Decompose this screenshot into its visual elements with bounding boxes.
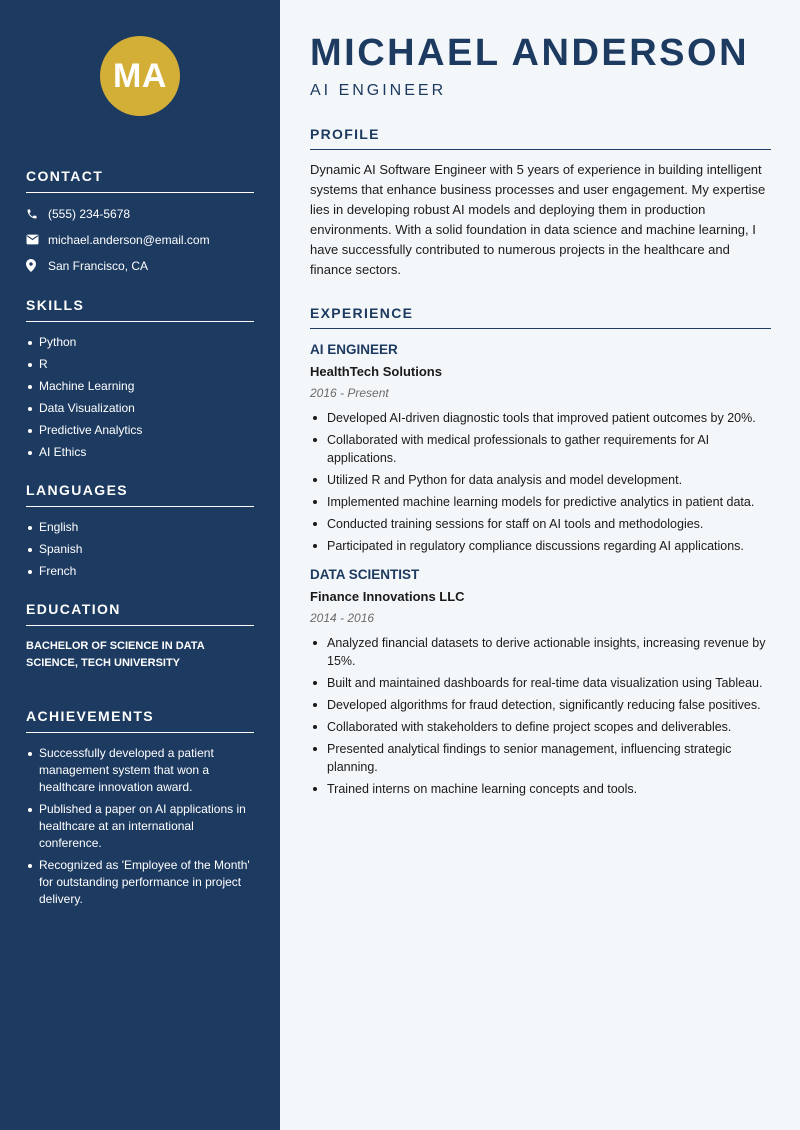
- skill-item: R: [26, 356, 254, 373]
- location-text: San Francisco, CA: [48, 258, 149, 273]
- job-bullet: Trained interns on machine learning concepts and tools.: [310, 780, 771, 798]
- achievements-list: [26, 745, 254, 908]
- sidebar: [0, 0, 280, 1130]
- skills-list: [26, 334, 254, 461]
- job-company: Finance Innovations LLC: [310, 589, 465, 604]
- contact-email: [26, 231, 254, 248]
- achievements-heading: ACHIEVEMENTS: [26, 708, 254, 733]
- job-entry: [310, 567, 771, 798]
- achievement-item: Published a paper on AI applications in healthcare at an international conference.: [26, 801, 254, 852]
- job-entry: [310, 342, 771, 555]
- skills-heading: SKILLS: [26, 297, 254, 322]
- profile-text: Dynamic AI Software Engineer with 5 years of experience in building intelligent systems that enhance business processes and user engagement. My expertise lies in developing robust AI models and deploying them in production environments. With a solid foundation in data science and machine learning, I have successfully contributed to numerous projects in the healthcare and finance sectors.: [310, 162, 766, 277]
- job-bullet: Conducted training sessions for staff on AI tools and methodologies.: [310, 515, 771, 533]
- achievements-section: [26, 708, 254, 908]
- job-bullet: Developed algorithms for fraud detection, significantly reducing false positives.: [310, 696, 771, 714]
- contact-section: [26, 168, 254, 274]
- job-bullet: Developed AI-driven diagnostic tools that improved patient outcomes by 20%.: [310, 409, 771, 427]
- achievement-item: Successfully developed a patient management system that won a healthcare innovation award.: [26, 745, 254, 796]
- job-bullet: Utilized R and Python for data analysis and model development.: [310, 471, 771, 489]
- job-company: HealthTech Solutions: [310, 364, 442, 379]
- job-bullet: Analyzed financial datasets to derive actionable insights, increasing revenue by 15%.: [310, 634, 771, 670]
- phone-text: (555) 234-5678: [48, 206, 131, 221]
- candidate-name: MICHAEL ANDERSON: [310, 32, 750, 74]
- job-bullet: Built and maintained dashboards for real-time data visualization using Tableau.: [310, 674, 771, 692]
- experience-heading: EXPERIENCE: [310, 305, 771, 329]
- profile-heading: PROFILE: [310, 126, 771, 150]
- job-dates: 2014 - 2016: [310, 611, 375, 625]
- contact-phone: [26, 205, 254, 222]
- profile-section: [310, 126, 771, 280]
- job-bullets: [310, 634, 771, 798]
- contact-location: [26, 257, 254, 274]
- achievement-item: Recognized as 'Employee of the Month' for outstanding performance in project delivery.: [26, 857, 254, 908]
- avatar: [100, 36, 180, 116]
- experience-section: [310, 305, 771, 798]
- job-bullet: Collaborated with medical professionals to gather requirements for AI applications.: [310, 431, 771, 467]
- languages-section: [26, 482, 254, 580]
- location-pin-icon: [26, 259, 48, 272]
- skill-item: Python: [26, 334, 254, 351]
- language-item: Spanish: [26, 541, 254, 558]
- education-heading: EDUCATION: [26, 601, 254, 626]
- main-content: [280, 0, 800, 1130]
- skills-section: [26, 297, 254, 461]
- languages-heading: LANGUAGES: [26, 482, 254, 507]
- job-title: AI ENGINEER: [310, 342, 398, 357]
- job-bullet: Presented analytical findings to senior management, influencing strategic planning.: [310, 740, 771, 776]
- education-degree: BACHELOR OF SCIENCE IN DATA SCIENCE, TECH UNIVERSITY: [26, 640, 205, 669]
- skill-item: Data Visualization: [26, 400, 254, 417]
- avatar-initials: MA: [113, 56, 167, 95]
- job-title: DATA SCIENTIST: [310, 567, 420, 582]
- skill-item: Predictive Analytics: [26, 422, 254, 439]
- job-bullet: Collaborated with stakeholders to define project scopes and deliverables.: [310, 718, 771, 736]
- job-bullet: Implemented machine learning models for predictive analytics in patient data.: [310, 493, 771, 511]
- phone-icon: [26, 208, 48, 220]
- language-item: English: [26, 519, 254, 536]
- job-bullets: [310, 409, 771, 555]
- skill-item: Machine Learning: [26, 378, 254, 395]
- job-bullet: Participated in regulatory compliance discussions regarding AI applications.: [310, 537, 771, 555]
- language-item: French: [26, 563, 254, 580]
- education-section: [26, 601, 254, 672]
- job-dates: 2016 - Present: [310, 386, 389, 400]
- candidate-title: AI ENGINEER: [310, 82, 447, 99]
- email-text: michael.anderson@email.com: [48, 232, 210, 247]
- mail-icon: [26, 234, 48, 245]
- languages-list: [26, 519, 254, 580]
- contact-heading: CONTACT: [26, 168, 254, 193]
- skill-item: AI Ethics: [26, 444, 254, 461]
